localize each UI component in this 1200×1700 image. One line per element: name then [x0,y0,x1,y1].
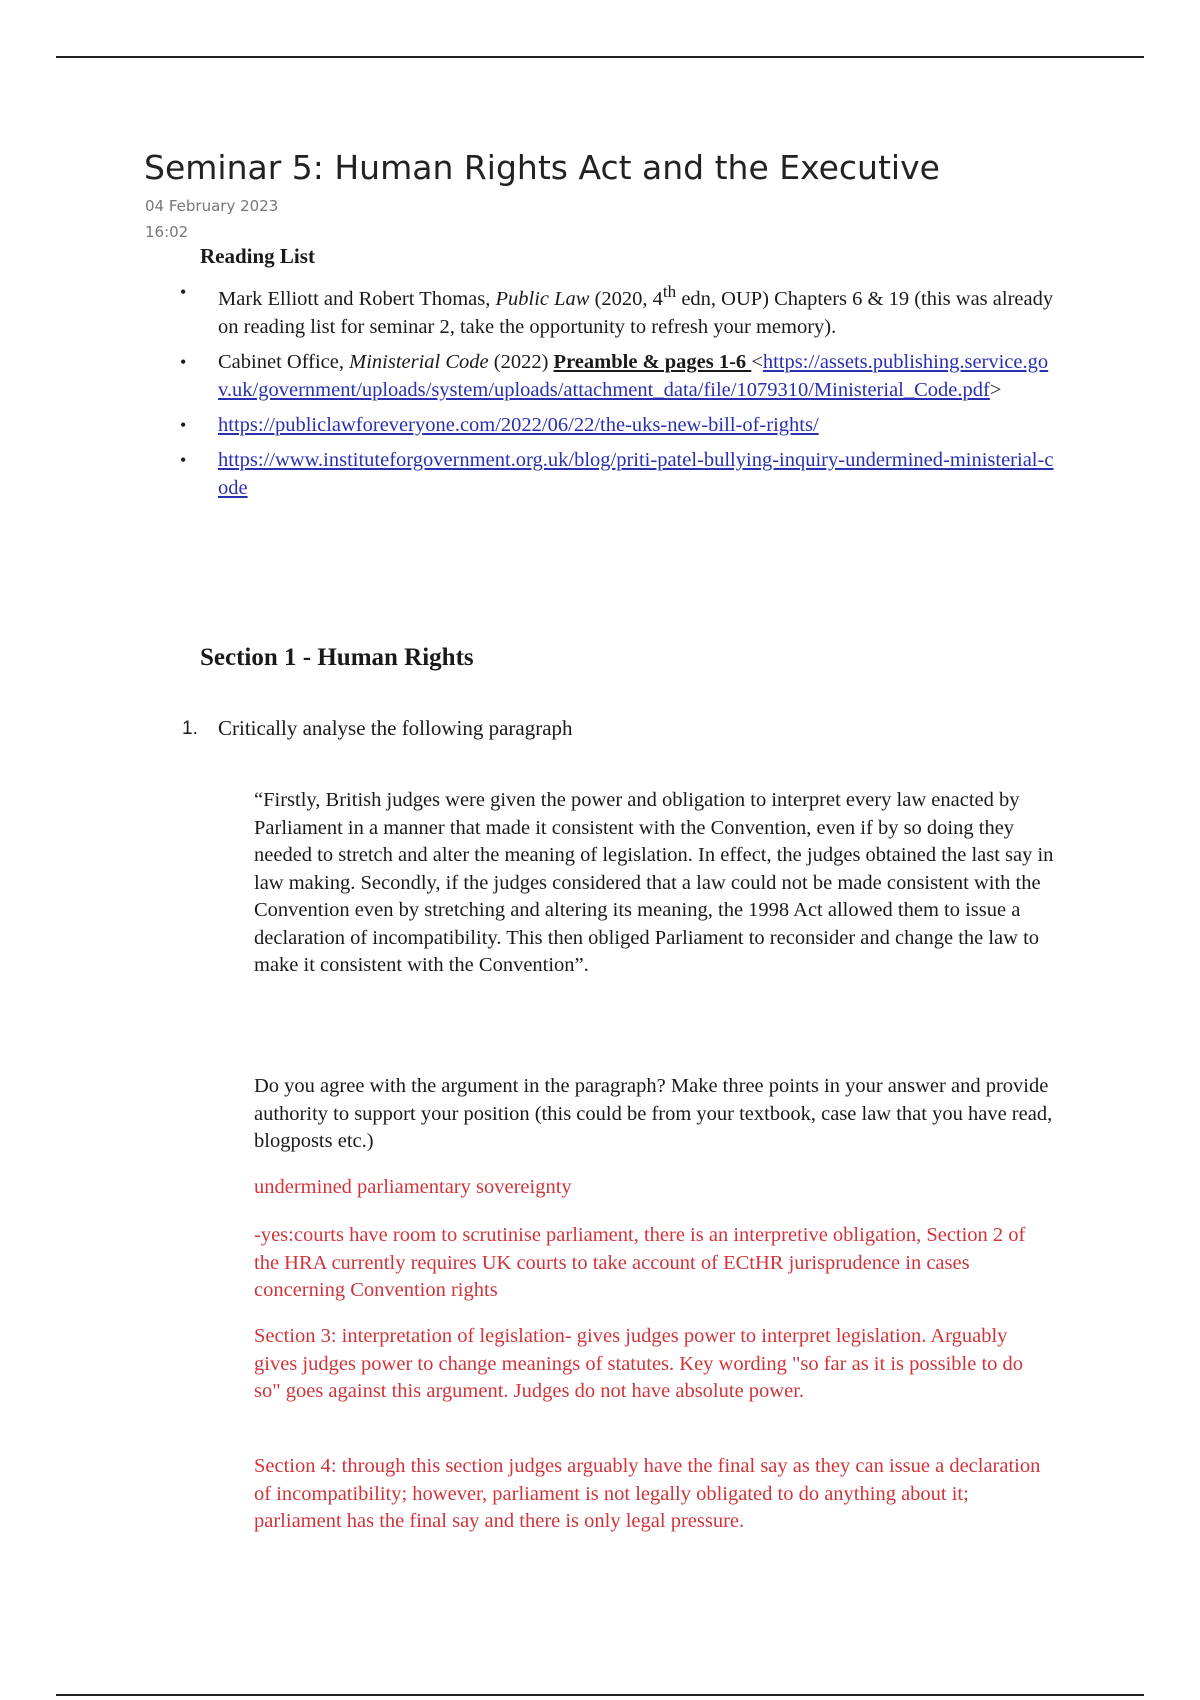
ifg-blog-link[interactable]: https://www.instituteforgovernment.org.uk/blog/priti-patel-bullying-inquiry-undermined-ministerial-code [218,448,1054,499]
reading-item-blog-bill-of-rights [178,411,1058,439]
note-3: Section 3: interpretation of legislation- gives judges power to interpret legislation. Arguably gives judges power to change meanings of statutes. Key wording "so far as it is possible to do so" goes against this argument. Judges do not have absolute power. [254,1325,1024,1402]
bullet-icon: • [180,414,187,435]
reading-item-ifg-blog [178,446,1058,502]
reading-list-heading: Reading List [200,244,315,268]
page-time: 16:02 [145,223,189,241]
bottom-rule [56,1694,1144,1696]
bullet-icon: • [180,449,187,470]
question-prompt: Do you agree with the argument in the paragraph? Make three points in your answer and provide authority to support your position (this could be from your textbook, case law that you have read, blogposts etc.) [254,1075,1053,1152]
quoted-paragraph: “Firstly, British judges were given the power and obligation to interpret every law enacted by Parliament in a manner that made it consistent with the Convention, even if by so doing they needed to stretch and alter the meaning of legislation. In effect, the judges obtained the last say in law making. Secondly, if the judges considered that a law could not be made consistent with the Convention even by stretching and altering its meaning, the 1998 Act allowed them to issue a declaration of incompatibility. This then obliged Parliament to reconsider and change the law to make it consistent with the Convention”. [254,789,1054,976]
ministerial-code-link[interactable]: https://assets.publishing.service.gov.uk/government/uploads/system/uploads/attachment_data/file/1079310/Ministerial_Code.pdf [218,350,1049,401]
bullet-icon: • [180,282,187,302]
reading-list [178,278,1058,509]
note-2: -yes:courts have room to scrutinise parliament, there is an interpretive obligation, Section 2 of the HRA currently requires UK courts to take account of ECtHR jurisprudence in cases concerning Convention rights [254,1224,1026,1301]
code-title: Ministerial Code [349,350,489,373]
reading-item-ministerial-code: • Cabinet Office, Ministerial Code (2022) Preamble & pages 1-6 <https://assets.publishing.service.gov.uk/government/uploads/system/uploads/attachment_data/file/1079310/Ministerial_Code.pdf> [178,348,1058,404]
top-rule [56,56,1144,58]
note-1: undermined parliamentary sovereignty [254,1176,572,1198]
pages-note: Preamble & pages 1-6 [553,350,752,373]
note-4: Section 4: through this section judges arguably have the final say as they can issue a declaration of incompatibility; however, parliament is not legally obligated to do anything about it; parliament has the final say and there is only legal pressure. [254,1455,1041,1532]
section-heading: Section 1 - Human Rights [200,644,474,671]
reading-item-textbook: • Mark Elliott and Robert Thomas, Public Law (2020, 4th edn, OUP) Chapters 6 & 19 (this was already on reading list for seminar 2, take the opportunity to refresh your memory). [178,278,1058,341]
question-number: 1. [182,718,198,739]
book-title: Public Law [495,287,590,310]
bill-of-rights-link[interactable]: https://publiclawforeveryone.com/2022/06/22/the-uks-new-bill-of-rights/ [218,413,819,436]
bullet-icon: • [180,351,187,372]
page-date: 04 February 2023 [145,197,279,215]
question-text: Critically analyse the following paragraph [218,716,573,740]
page-title: Seminar 5: Human Rights Act and the Executive [144,148,940,187]
